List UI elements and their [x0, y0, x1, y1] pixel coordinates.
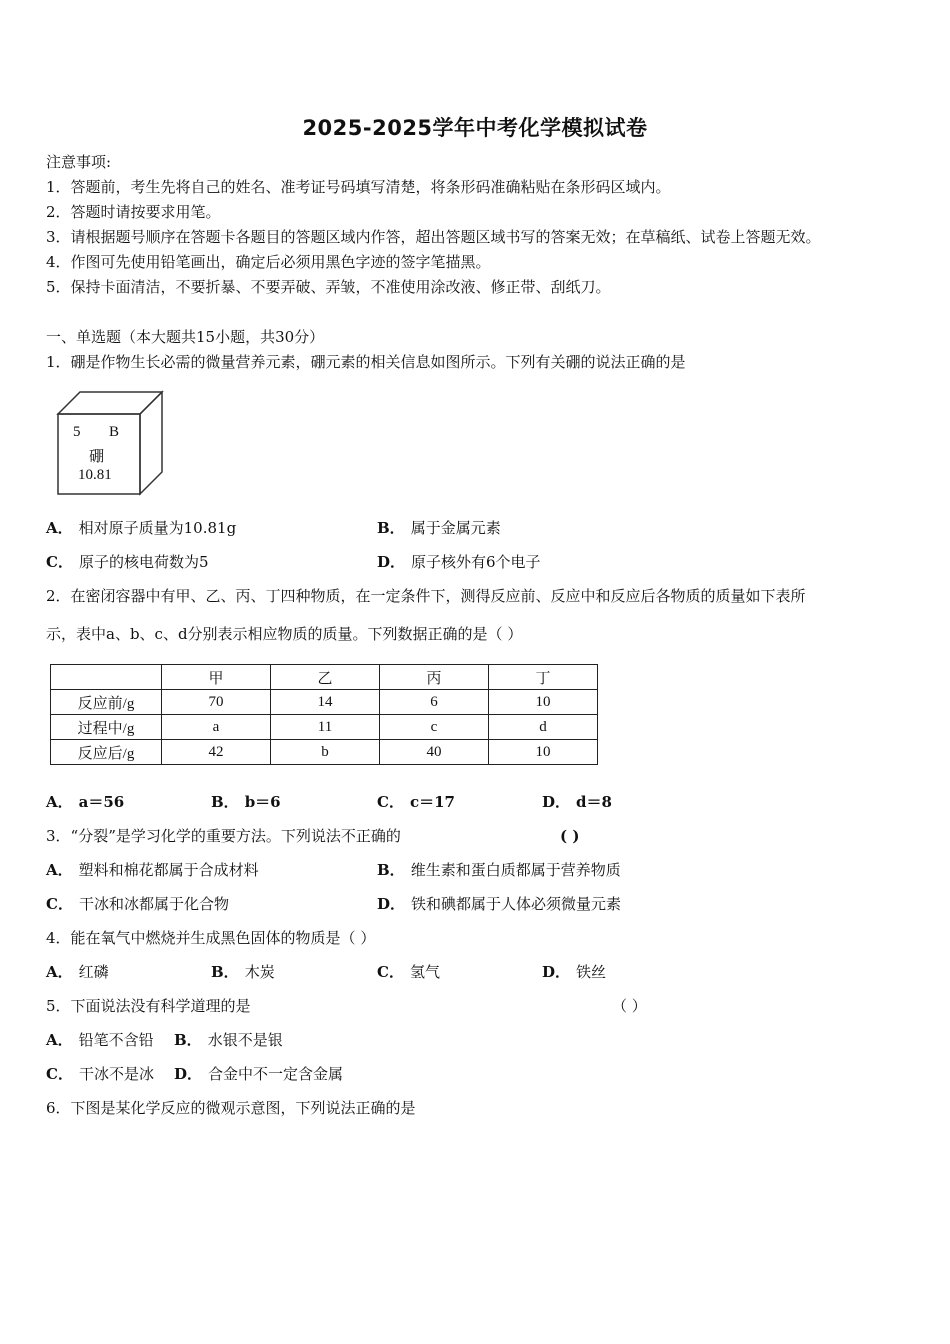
option-c: C． 氢气	[377, 963, 440, 981]
option-b: B． 属于金属元素	[377, 519, 501, 537]
table-cell: 反应后/g	[51, 740, 162, 765]
table-cell: 70	[162, 690, 271, 715]
element-mass: 10.81	[78, 467, 112, 483]
table-cell: 10	[489, 690, 598, 715]
question-2-stem: 2．在密闭容器中有甲、乙、丙、丁四种物质，在一定条件下，测得反应前、反应中和反应后各物质的质量如下表所	[46, 587, 806, 605]
option-a: A． 相对原子质量为10.81g	[46, 519, 237, 537]
option-b: B． b＝6	[211, 793, 281, 811]
element-cube	[56, 390, 166, 496]
option-a: A． 红磷	[46, 963, 109, 981]
table-cell: 丁	[489, 665, 598, 690]
question-5-stem: 5．下面说法没有科学道理的是	[46, 997, 251, 1015]
table-row	[51, 690, 598, 715]
option-b: B． 木炭	[211, 963, 275, 981]
element-symbol: B	[109, 424, 120, 440]
table-cell: 过程中/g	[51, 715, 162, 740]
option-c: C． c＝17	[377, 793, 455, 811]
table-cell: 42	[162, 740, 271, 765]
option-d: D． 合金中不一定含金属	[174, 1065, 344, 1083]
question-4-stem: 4．能在氧气中燃烧并生成黑色固体的物质是（ ）	[46, 929, 376, 947]
table-cell	[51, 665, 162, 690]
notice-item: 2．答题时请按要求用笔。	[46, 203, 221, 221]
option-c: C． 干冰和冰都属于化合物	[46, 895, 229, 913]
table-cell: d	[489, 715, 598, 740]
table-cell: 11	[271, 715, 380, 740]
option-a: A． a＝56	[46, 793, 125, 811]
page-title: 2025-2025学年中考化学模拟试卷	[302, 116, 648, 140]
option-b: B． 维生素和蛋白质都属于营养物质	[377, 861, 621, 879]
option-d: D． 铁丝	[542, 963, 607, 981]
answer-paren: （ ）	[612, 997, 647, 1015]
notice-heading: 注意事项:	[46, 153, 112, 171]
option-b: B． 水银不是银	[174, 1031, 283, 1049]
table-header-row	[51, 665, 598, 690]
table-cell: b	[271, 740, 380, 765]
table-cell: 反应前/g	[51, 690, 162, 715]
option-d: D． 铁和碘都属于人体必须微量元素	[377, 895, 622, 913]
notice-item: 4．作图可先使用铅笔画出，确定后必须用黑色字迹的签字笔描黑。	[46, 253, 491, 271]
element-name: 硼	[89, 449, 105, 465]
table-cell: 丙	[380, 665, 489, 690]
option-a: A． 铅笔不含铅	[46, 1031, 154, 1049]
table-cell: 乙	[271, 665, 380, 690]
notice-item: 5．保持卡面清洁，不要折暴、不要弄破、弄皱，不准使用涂改液、修正带、刮纸刀。	[46, 278, 611, 296]
element-number: 5	[73, 424, 81, 440]
table-cell: 6	[380, 690, 489, 715]
question-3-stem: 3．“分裂”是学习化学的重要方法。下列说法不正确的	[46, 827, 401, 845]
option-c: C． 原子的核电荷数为5	[46, 553, 209, 571]
table-cell: a	[162, 715, 271, 740]
notice-item: 3．请根据题号顺序在答题卡各题目的答题区域内作答，超出答题区域书写的答案无效；在草稿纸、试卷上答题无效。	[46, 228, 821, 246]
mass-table	[50, 664, 598, 765]
table-cell: 14	[271, 690, 380, 715]
table-cell: 10	[489, 740, 598, 765]
table-cell: c	[380, 715, 489, 740]
question-2-stem-cont: 示，表中a、b、c、d分别表示相应物质的质量。下列数据正确的是（ ）	[46, 625, 523, 643]
option-d: D． 原子核外有6个电子	[377, 553, 541, 571]
section-heading: 一、单选题（本大题共15小题，共30分）	[46, 328, 325, 346]
option-c: C． 干冰不是冰	[46, 1065, 154, 1083]
table-row	[51, 715, 598, 740]
table-cell: 40	[380, 740, 489, 765]
option-a: A． 塑料和棉花都属于合成材料	[46, 861, 259, 879]
answer-paren: ( )	[560, 827, 580, 845]
notice-item: 1．答题前，考生先将自己的姓名、准考证号码填写清楚，将条形码准确粘贴在条形码区域内。	[46, 178, 671, 196]
question-6-stem: 6．下图是某化学反应的微观示意图，下列说法正确的是	[46, 1099, 416, 1117]
table-row	[51, 740, 598, 765]
table-cell: 甲	[162, 665, 271, 690]
option-d: D． d＝8	[542, 793, 612, 811]
question-1-stem: 1．硼是作物生长必需的微量营养元素，硼元素的相关信息如图所示。下列有关硼的说法正确的是	[46, 353, 686, 371]
